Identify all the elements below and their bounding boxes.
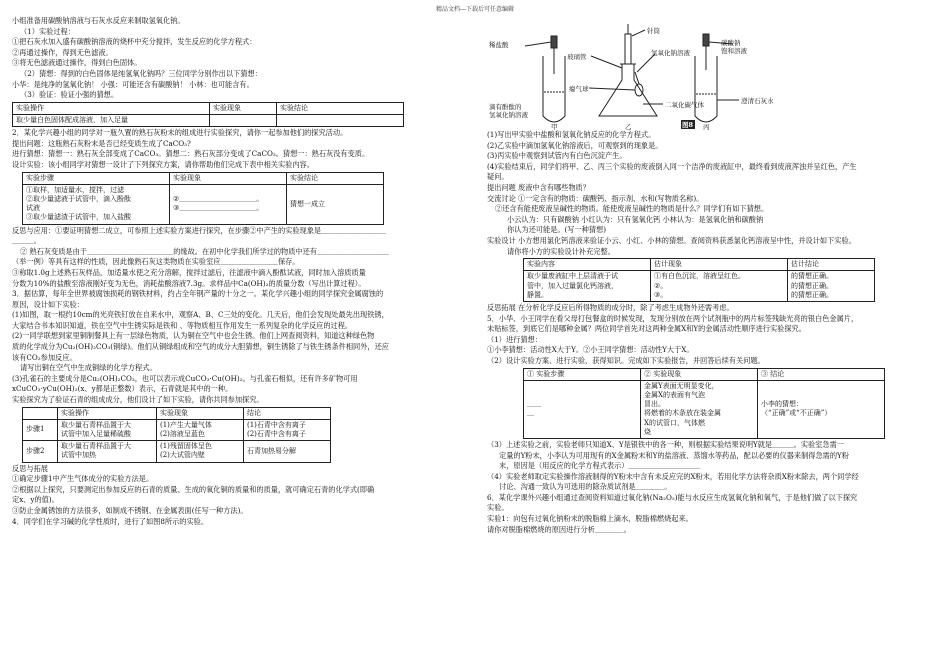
text-line: （举一例）等具有这样的性质，因此像熟石灰这类物质在实验室应＿＿＿＿＿＿＿＿保存。 — [12, 257, 300, 267]
text-line: 实验探究为了验证石青的组成成分，他们设计了如下实验，请你共同参加探究。 — [12, 395, 264, 405]
text-line: （3）上述实验之前，实验老师只知道X、Y是银铁中的各一种，则根据实验结果说明Y就是＿＿＿。实验室急需一 — [487, 439, 844, 449]
text-line: 讨论、沟通一致认为可选用的除杂质试剂是＿＿＿＿。 — [499, 482, 672, 492]
text-line: ②再通过操作，得到无色滤液。 — [12, 47, 113, 57]
table-header: 结论 — [244, 407, 331, 419]
table-header: ③ 结论 — [758, 368, 885, 380]
text-line: 未贴标签，到底它们是哪种金属？两位同学首先对这两种金属X和Y的金属活动性顺序进行实验探究。 — [487, 324, 806, 334]
page-header: 精品文档---下载后可任意编辑 — [435, 6, 515, 13]
text-line: （1）实验过程： — [20, 26, 75, 36]
table-header: 实验现象 — [210, 102, 277, 114]
figure-label: 饱和溶液 — [721, 47, 747, 55]
text-line: 5．小华、小王同学在看父母打包餐盒的时候发现，发现分别放在两个试剂瓶中的两片标签残缺光亮的银白色金属片， — [487, 313, 859, 323]
text-line: 小组准备用碳酸钠溶液与石灰水反应来制取氢氧化钠。 — [12, 16, 185, 25]
cell-line: (2)大试管内壁 — [160, 451, 205, 460]
text-line: 实验。 — [487, 503, 509, 513]
text-line: （1）进行猜想： — [487, 334, 542, 344]
text-line: ①小李猜想：活动性X大于Y。②小王同学猜想：活动性Y大于X。 — [487, 345, 694, 355]
text-line: 4．同学们在学习碱的化学性质时，进行了如图8所示的实验。 — [12, 516, 209, 526]
table-metal-activity — [523, 368, 885, 439]
phenomenon-line: ③＿＿＿＿＿＿＿＿＿＿＿。 — [173, 204, 264, 213]
cell-line: 试管中加热 — [61, 451, 96, 460]
table-waste-analysis — [523, 258, 875, 302]
figure-label: 瘪气球 — [569, 85, 589, 93]
cell-line: 烧 — [644, 427, 651, 436]
text-line: 分数为10%的盐酸至溶液刚好变为无色，消耗盐酸溶液7.3g。求样品中Ca(OH)₂的质量分数（写出计算过程）。 — [12, 278, 366, 288]
table-header: 实验现象 — [157, 407, 244, 419]
phenomenon-line: ②＿＿＿＿＿＿＿＿＿＿＿。 — [173, 194, 264, 203]
cell-line: ②。 — [654, 281, 668, 290]
cell-line: 取少量石青样品置于大 — [61, 442, 131, 451]
figure-label: 氢氧化钠溶液 — [651, 49, 690, 57]
text-line: 进行猜想：猜想一：熟石灰全部变成了CaCO₃。猜想二：熟石灰部分变成了CaCO₃。猜想一：熟石灰没有变质。 — [12, 149, 370, 159]
text-line: 提出问题：这瓶熟石灰粉末是否已经变质生成了CaCO₃? — [12, 138, 191, 148]
balloon — [635, 84, 643, 96]
table-header: ② 实验现象 — [641, 368, 758, 380]
figure-caption: 图8 — [682, 121, 694, 129]
text-line: ③防止金属锈蚀的方法很多，如制成不锈钢、在金属表面(任写一种方法)。 — [12, 506, 248, 516]
table-cell: 步骤2 — [23, 441, 58, 462]
table-header: 实验操作 — [13, 102, 210, 114]
figure-8 — [487, 12, 927, 130]
figure-part-label: 乙 — [625, 123, 632, 131]
cell-line: 取少量废液缸中上层清液于试 — [527, 272, 618, 281]
text-line: 请你将小方的实验设计补充完整。 — [507, 246, 615, 256]
cell-line: ＿＿ — [527, 400, 541, 409]
figure-label: 碳酸钠 — [721, 39, 741, 47]
table-header: 实验内容 — [524, 259, 651, 271]
cell-line: 的猜想正确。 — [791, 281, 833, 290]
text-line: 小华：是纯净的氢氧化钠！ 小强：可能还含有碳酸钠！ 小林：也可能含有。 — [12, 79, 254, 89]
table-cell — [244, 419, 331, 440]
cell-line: 管中，加入过量氯化钙溶液， — [527, 281, 618, 290]
text-line: （2）设计实验方案、进行实验、获得知识。完成如下实验报告，并回答后续有关问题。 — [487, 355, 765, 365]
text-line: 交流讨论 ①一定含有的物质：碳酸钙、指示剂、水和(写物质名称)。 — [487, 193, 704, 203]
table-header — [23, 407, 58, 419]
table-cell — [58, 441, 157, 462]
text-line: 大家结合书本知识知道，铁在空气中生锈实际是铁和 、等物质相互作用发生一系列复杂的化学反应的过程。 — [12, 320, 353, 330]
text-line: （4）实验老师取定实验操作溶液制得的Y粉末中含有未反应完的X粉末，若用化学方法将杂质X粉末除去，两个同学经 — [487, 471, 859, 481]
table-cell — [58, 419, 157, 440]
table-cell — [788, 271, 875, 302]
step-line: ③取少量滤渣于试管中，加入盐酸 — [26, 213, 131, 222]
right-column — [487, 12, 937, 535]
syringe — [625, 34, 631, 64]
table-cell — [641, 380, 758, 438]
cell-line: X的试管口，气体燃 — [644, 418, 705, 427]
text-line: 疑问。 — [487, 172, 509, 182]
text-line: (4)实验结束后，同学们将甲、乙、丙三个实验的废液倒入同一个洁净的废液缸中，最终看到废液浑浊并呈红色，产生 — [487, 161, 857, 171]
figure-label: 澄清石灰水 — [741, 97, 774, 105]
cell-line: 将燃着的木条放在装金属 — [644, 409, 721, 418]
table-cell — [277, 114, 404, 126]
table-cell — [524, 271, 651, 302]
text-line: (1)如图，取一根约10cm的光亮铁钉放在自来水中，观察A、B、C三处的变化。几天后，他们会发现处最先出现铁锈， — [12, 310, 389, 320]
text-line: 实验设计 小方想用氯化钙溶液来验证小云、小红、小林的猜想。查阅资料获悉氯化钙溶液呈中性，并设计如下实验。 — [487, 235, 856, 245]
dropper-bulb — [551, 36, 557, 48]
text-line: ② 熟石灰变质是由于＿＿＿＿＿＿＿＿＿＿＿＿的缘故。在初中化学我们所学过的物质中还有＿＿＿＿＿＿＿＿＿＿ — [20, 246, 389, 256]
table-cell — [210, 114, 277, 126]
table-cell — [651, 271, 788, 302]
cell-line: 取少量石青样品置于大 — [61, 420, 131, 429]
figure-label: 玻璃管 — [567, 53, 587, 61]
table-cell: 取少量白色固体配成溶液，加入足量 — [13, 114, 210, 126]
cell-line: 冒出。 — [644, 400, 665, 409]
text-line: 请写出铜在空气中生成铜绿的化学方程式。 — [20, 363, 157, 373]
text-line: (1)写出甲实验中盐酸和氢氧化钠反应的化学方程式。 — [487, 130, 656, 139]
cell-line: ＿ — [527, 409, 534, 418]
table-cell — [157, 419, 244, 440]
text-line: ①确定步骤1中产生气体成分的实验方法是。 — [12, 474, 154, 484]
text-line: ③称取1.0g上述熟石灰样品，加适量水使之充分溶解，搅拌过滤后，往滤液中滴入酚酞试液，同时加入溶质质量 — [12, 267, 366, 277]
text-line: 定量的Y粉末，小李认为可用现有的X金属粉末和Y的盐溶液、蒸馏水等药品，配以必要的仪器来制得急需的Y粉 — [499, 450, 849, 460]
text-line: 末，原因是（用反应的化学方程式表示）＿＿＿＿＿＿＿＿＿＿ — [499, 461, 701, 471]
text-line: 你认为还可能是。(写一种猜想) — [507, 225, 607, 235]
text-line: 3．据估算，每年全世界被腐蚀损耗的钢铁材料，约占全年钢产量的十分之一。某化学兴趣小组的同学探究金属腐蚀的 — [12, 289, 384, 299]
table-header: 实验结论 — [287, 172, 384, 184]
cell-line: 的猜想正确。 — [791, 272, 833, 281]
text-line: ②还含有能使废液呈碱性的物质。能使废液呈碱性的物质是什么？同学们有如下猜想。 — [495, 204, 769, 214]
table-header: 实验步骤 — [23, 172, 170, 184]
text-line: xCuCO₃·yCu(OH)₂(x、y都是正整数）表示，石青就是其中的一种。 — [12, 384, 233, 394]
table-header: 估计结论 — [788, 259, 875, 271]
text-line: 原因，设计如下实验： — [12, 299, 84, 309]
table-cell — [524, 380, 641, 438]
text-line: 请你对脱脂棉燃烧的原因进行分析＿＿＿＿。 — [487, 524, 631, 534]
text-line: 提出问题 废液中含有哪些物质？ — [487, 182, 590, 192]
text-line: （2）猜想：得到的白色固体是纯氢氧化钠吗？三位同学分别作出以下猜想： — [20, 68, 262, 78]
figure-label: 针筒 — [647, 27, 660, 35]
step-line: ①取样，加适量水，搅拌，过滤 — [26, 185, 124, 194]
table-cell: 步骤1 — [23, 419, 58, 440]
dropper-bulb-c — [703, 34, 709, 46]
text-line: 2．某化学兴趣小组的同学对一瓶久置的熟石灰粉末的组成进行实验探究，请你一起参加他们的探究活动。 — [12, 128, 348, 138]
left-column — [12, 16, 465, 527]
table-header: 估计现象 — [651, 259, 788, 271]
text-line: 定x、y的值)。 — [12, 495, 59, 505]
text-line: ＿＿＿。 — [12, 236, 41, 246]
text-line: 设计实验：该小组同学对猜想一设计了下列探究方案，请你帮助他们完成下表中相关实验内容。 — [12, 159, 314, 169]
cell-line: (2)溶液呈蓝色 — [160, 430, 205, 439]
text-line: ②根据以上探究，只要测定出参加反应的石青的质量、生成的氧化铜的质量和的质量，就可确定石青的化学式(即确 — [12, 484, 375, 494]
figure-label: 氢氧化钠溶液 — [489, 111, 528, 119]
text-line: (2)乙实验中滴加氢氧化钠溶液后，可观察到的现象是。 — [487, 140, 663, 150]
cell-line: 试管中加入足量稀硫酸 — [61, 430, 131, 439]
text-line: 反思拓展 在分析化学反应后所得物质的成分时，除了考虑生成物外还需考虑。 — [487, 302, 734, 312]
cell-line: (2)石青中含有离子 — [247, 430, 306, 439]
cell-line: (1)残留固体呈色 — [160, 442, 212, 451]
cell-line: 金属Y表面无明显变化， — [644, 381, 719, 390]
table-header: ① 实验步骤 — [524, 368, 641, 380]
cell-line: ③。 — [654, 290, 668, 299]
cell-line: 的猜想正确。 — [791, 290, 833, 299]
text-line: ①把石灰水加入盛有碳酸钠溶液的烧杯中充分搅拌，发生反应的化学方程式： — [12, 37, 257, 47]
table-header: 实验现象 — [170, 172, 287, 184]
figure-part-label: 甲 — [551, 123, 558, 131]
step-line: ②取少量滤液于试管中，滴入酚酞 — [26, 194, 131, 203]
table-header: 实验结论 — [277, 102, 404, 114]
table-verify — [12, 102, 404, 127]
cell-line: (1)产生大量气体 — [160, 420, 212, 429]
text-line: 质的化学成分为Cu₂(OH)₂CO₃(铜绿)。他们从铜绿组成和空气的成分大胆猜想，铜生锈除了与铁生锈条件相同外，还应 — [12, 342, 389, 352]
table-cell — [244, 441, 331, 462]
table-header: 实验操作 — [58, 407, 157, 419]
figure-label: 滴有酚酞的 — [489, 103, 522, 111]
cell-line: 金属X的表面有气泡 — [644, 390, 705, 399]
text-line: (2)一同学联想到家里铜制餐具上有一层绿色物质，认为铜在空气中也会生锈。他们上网查阅资料，知道这种绿色物 — [12, 331, 375, 341]
table-cell — [157, 441, 244, 462]
cell-line: ①有白色沉淀，溶液呈红色。 — [654, 272, 745, 281]
text-line: (3)丙实验中观察到试管内有白色沉淀产生。 — [487, 151, 627, 161]
text-line: （3）验证：验证小强的猜想。 — [20, 90, 119, 100]
text-line: 反思与应用：①要证明猜想二成立，可参照上述实验方案进行探究，在步骤②中产生的实验现象是＿＿＿＿＿＿＿＿＿ — [12, 225, 386, 235]
text-line: ③将无色滤液通过操作，得到白色固体。 — [12, 58, 142, 68]
text-line: 该有CO₂参加反应。 — [12, 352, 77, 362]
text-line: 实验1：向包有过氧化钠粉末的脱脂棉上滴水，脱脂棉燃烧起来。 — [487, 514, 693, 524]
table-cell — [23, 184, 170, 224]
step-line: 试液 — [26, 204, 40, 213]
text-line: 反思与拓展 — [12, 463, 48, 473]
table-cell — [758, 380, 885, 438]
text-line: 6．某化学课外兴趣小组通过查阅资料知道过氧化钠(Na₂O₂)能与水反应生成氢氧化钠和氧气，于是他们做了以下探究 — [487, 492, 858, 502]
apparatus-drawing — [487, 12, 927, 130]
table-malachite — [22, 407, 331, 463]
text-line: 小云认为：只有碳酸钠 小红认为：只有氢氧化钙 小林认为：是氢氧化钠和碳酸钠 — [507, 214, 764, 224]
table-cell — [170, 184, 287, 224]
figure-label: 稀盐酸 — [489, 41, 509, 49]
table-cell: 猜想一成立 — [287, 184, 384, 224]
text-line: (3)孔雀石的主要成分是Cu₂(OH)₂CO₃，也可以表示成CuCO₃·Cu(OH)₂。与孔雀石相似，还有许多矿物可用 — [12, 373, 358, 383]
cell-line: （“正确”或“不正确”） — [761, 409, 832, 418]
cell-line: 小李的猜想： — [761, 400, 803, 409]
cell-line: 静置。 — [527, 290, 548, 299]
cell-line: 石青加热易分解 — [247, 446, 296, 455]
figure-part-label: 丙 — [703, 123, 710, 131]
cell-line: (1)石青中含有离子 — [247, 420, 306, 429]
figure-label: 二氧化碳气体 — [665, 101, 704, 109]
table-experiment-2 — [22, 172, 384, 225]
